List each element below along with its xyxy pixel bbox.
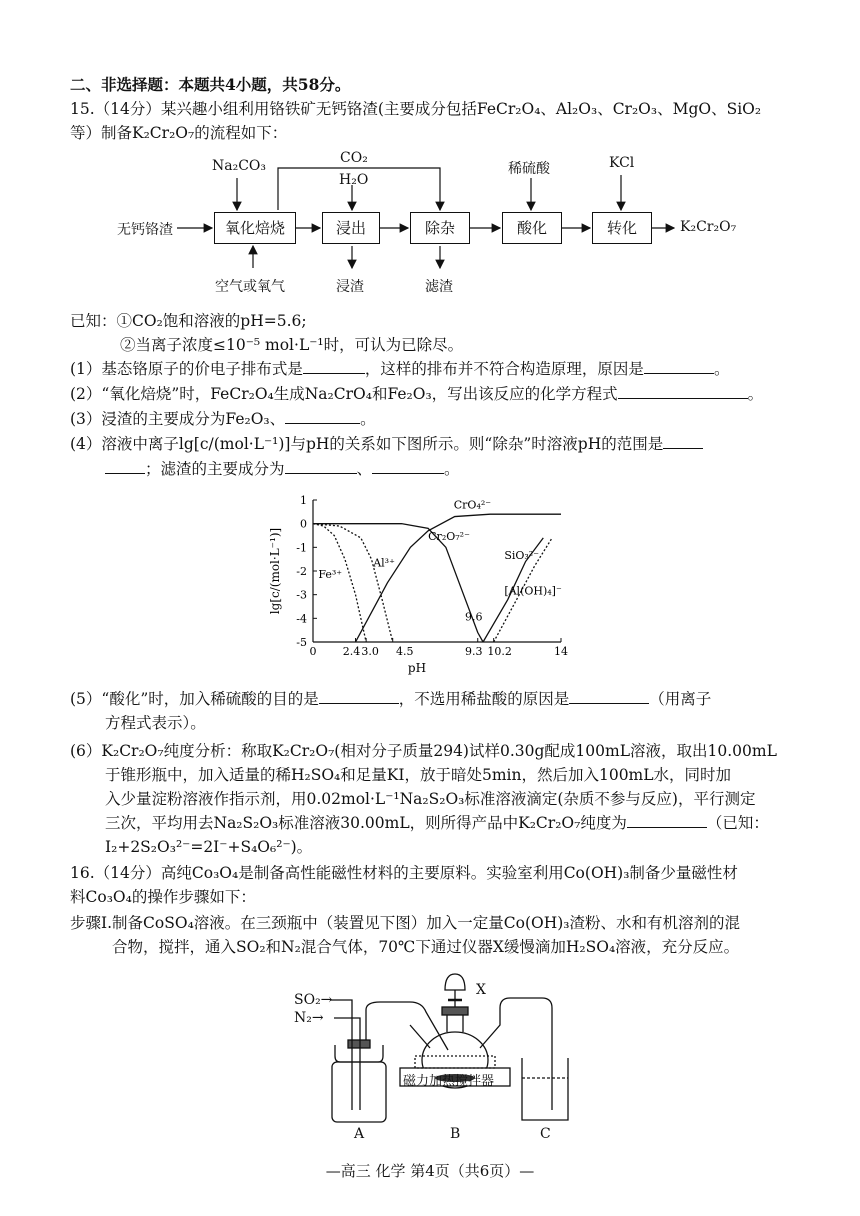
series-label: Fe³⁺ [318, 568, 343, 582]
q15-part1-blank-2[interactable] [644, 359, 714, 374]
q15-part6-line3: 入少量淀粉溶液作指示剂，用0.02mol·L⁻¹Na₂S₂O₃标准溶液滴定(杂质不参与反应)，平行测定 [105, 790, 756, 808]
annotation-label: 9.6 [465, 610, 483, 624]
q15-part2-blank[interactable] [618, 384, 748, 399]
q15-part2-text-b: 。 [747, 385, 764, 403]
q16-step1-line2: 合物，搅拌，通入SO₂和N₂混合气体，70℃下通过仪器X缓慢滴加H₂SO₄溶液，充分反应。 [112, 938, 740, 956]
label-x: X [476, 982, 486, 998]
flow-chart [0, 140, 860, 300]
flow-step-impurity-removal: 除杂 [410, 212, 470, 244]
x-tick-label: 9.3 [464, 645, 483, 658]
label-so2: SO₂→ [294, 992, 333, 1008]
series-label: CrO₄²⁻ [453, 498, 492, 512]
q15-part1-text-c: 。 [713, 360, 730, 378]
series-label: Al³⁺ [373, 556, 395, 570]
q15-stem-line2: 等）制备K₂Cr₂O₇的流程如下： [70, 124, 288, 142]
q15-part3 [70, 408, 376, 430]
q15-part2-text-a: (2）“氧化焙烧”时，FeCr₂O₄生成Na₂CrO₄和Fe₂O₃，写出该反应的化学方程式 [70, 385, 618, 403]
q15-part5-line1 [70, 688, 711, 710]
q15-part4-line2 [105, 458, 460, 480]
x-tick-label: 3.0 [361, 645, 379, 658]
q15-part6-blank[interactable] [627, 813, 707, 828]
q15-part4-blank-3[interactable] [372, 459, 444, 474]
y-tick-label: 0 [300, 517, 307, 531]
q15-stem-line1: 15.（14分）某兴趣小组利用铬铁矿无钙铬渣(主要成分包括FeCr₂O₄、Al₂O₃、Cr₂O₃、MgO、SiO₂ [70, 100, 762, 118]
y-axis-label: lg[c/(mol·L⁻¹)] [268, 527, 282, 615]
q15-part6-line5: I₂+2S₂O₃²⁻=2I⁻+S₄O₆²⁻)。 [105, 838, 313, 856]
q15-part3-text-a: (3）浸渣的主要成分为Fe₂O₃、 [70, 410, 286, 428]
lg-c-vs-ph-chart [265, 486, 568, 686]
series-line-Al³⁺ [313, 524, 393, 642]
q15-part5-blank-2[interactable] [569, 689, 649, 704]
series-label: Cr₂O₇²⁻ [428, 530, 470, 544]
q15-part1 [70, 358, 729, 380]
q15-part6-line1: (6）K₂Cr₂O₇纯度分析：称取K₂Cr₂O₇(相对分子质量294)试样0.30g配成100mL溶液，取出10.00mL [70, 742, 777, 760]
q15-part5-text-b: ，不选用稀盐酸的原因是 [398, 690, 570, 708]
q15-part6-text-b: （已知： [706, 814, 769, 832]
apparatus-diagram [290, 970, 590, 1150]
apparatus-drawing [290, 970, 590, 1150]
bottle-a-body [332, 1062, 386, 1122]
q16-stem-line2: 料Co₃O₄的操作步骤如下： [70, 888, 256, 906]
flow-input-acid: 稀硫酸 [508, 161, 550, 177]
flow-step-oxidation-roasting: 氧化焙烧 [214, 212, 296, 244]
y-tick-label: -1 [296, 541, 307, 555]
q15-part4-blank-1b[interactable] [105, 459, 145, 474]
flow-step-acidification: 酸化 [502, 212, 562, 244]
q15-part5-text-c: （用离子 [649, 690, 712, 708]
q15-part4-line1 [70, 433, 703, 455]
y-tick-label: -5 [296, 636, 307, 649]
x-axis-label: pH [407, 661, 427, 675]
known-label-line [70, 310, 307, 332]
q15-part5-text-a: (5）“酸化”时，加入稀硫酸的目的是 [70, 690, 319, 708]
q15-part3-text-b: 。 [360, 410, 376, 428]
q15-part4-blank-2[interactable] [285, 459, 357, 474]
q15-part4-text-b: ；滤渣的主要成分为 [145, 460, 285, 478]
x-tick-label: 4.5 [395, 645, 414, 658]
q15-part1-text-b: ，这样的排布并不符合构造原理，原因是 [364, 360, 644, 378]
q16-step1-line1: 步骤Ⅰ.制备CoSO₄溶液。在三颈瓶中（装置见下图）加入一定量Co(OH)₃渣粉、水和有机溶剂的混 [70, 914, 741, 932]
x-tick-label: 0 [309, 645, 317, 658]
bottle-a-stopper [348, 1040, 370, 1048]
y-tick-label: -2 [296, 565, 307, 578]
label-a: A [354, 1126, 365, 1142]
section-header: 二、非选择题：本题共4小题，共58分。 [70, 75, 351, 94]
q15-part4-text-d: 。 [444, 460, 460, 478]
series-line-Fe³⁺ [313, 524, 366, 642]
x-tick-label: 14 [554, 645, 568, 658]
q15-part4-text-c: 、 [356, 460, 373, 478]
flow-product: K₂Cr₂O₇ [680, 219, 737, 235]
flow-output-leach-residue: 浸渣 [336, 279, 364, 295]
flow-input-na2co3: Na₂CO₃ [212, 158, 267, 174]
flow-input-h2o: H₂O [339, 172, 369, 188]
flow-step-conversion: 转化 [592, 212, 652, 244]
series-label: SiO₃²⁻ [504, 549, 540, 563]
q15-part6-text-a: 三次，平均用去Na₂S₂O₃标准溶液30.00mL，则所得产品中K₂Cr₂O₇纯度为 [105, 814, 627, 832]
q16-stem-line1: 16.（14分）高纯Co₃O₄是制备高性能磁性材料的主要原料。实验室利用Co(OH)₃制备少量磁性材 [70, 864, 738, 882]
known-1: ①CO₂饱和溶液的pH=5.6; [116, 312, 307, 330]
flow-step-leaching: 浸出 [322, 212, 380, 244]
label-stirrer: 磁力加热搅拌器 [403, 1074, 495, 1089]
q15-part4-blank-1a[interactable] [663, 434, 703, 449]
label-n2: N₂→ [294, 1010, 324, 1026]
flow-input-air: 空气或氧气 [215, 279, 285, 295]
y-tick-label: -4 [296, 612, 307, 626]
flow-start: 无钙铬渣 [117, 222, 173, 238]
flow-input-kcl: KCl [609, 155, 635, 171]
known-2: ②当离子浓度≤10⁻⁵ mol·L⁻¹时，可认为已除尽。 [120, 336, 464, 354]
y-tick-label: -3 [296, 588, 307, 602]
q15-part3-blank[interactable] [285, 409, 360, 424]
q15-part4-text-a: (4）溶液中离子lg[c/(mol·L⁻¹)]与pH的关系如下图所示。则“除杂”时溶液pH的范围是 [70, 435, 664, 453]
q15-part6-line2: 于锥形瓶中，加入适量的稀H₂SO₄和足量KI，放于暗处5min，然后加入100mL水，同时加 [105, 766, 732, 784]
q15-part5-blank-1[interactable] [319, 689, 399, 704]
q15-part6-line4 [105, 812, 769, 834]
label-b: B [450, 1126, 461, 1142]
flow-output-filter-residue: 滤渣 [425, 279, 453, 295]
known-label: 已知： [70, 312, 117, 330]
series-label: [Al(OH)₄]⁻ [504, 584, 562, 598]
q15-part5-line2: 方程式表示）。 [105, 714, 206, 732]
flow-input-co2: CO₂ [340, 150, 368, 166]
q15-part2 [70, 383, 763, 405]
q15-part1-blank-1[interactable] [303, 359, 365, 374]
page-footer: —高三 化学 第4页（共6页）— [325, 1162, 535, 1180]
x-tick-label: 10.2 [487, 645, 512, 658]
x-tick-label: 2.4 [342, 645, 361, 658]
label-c: C [540, 1126, 551, 1142]
y-tick-label: 1 [300, 494, 307, 507]
q15-part1-text-a: (1）基态铬原子的价电子排布式是 [70, 360, 303, 378]
